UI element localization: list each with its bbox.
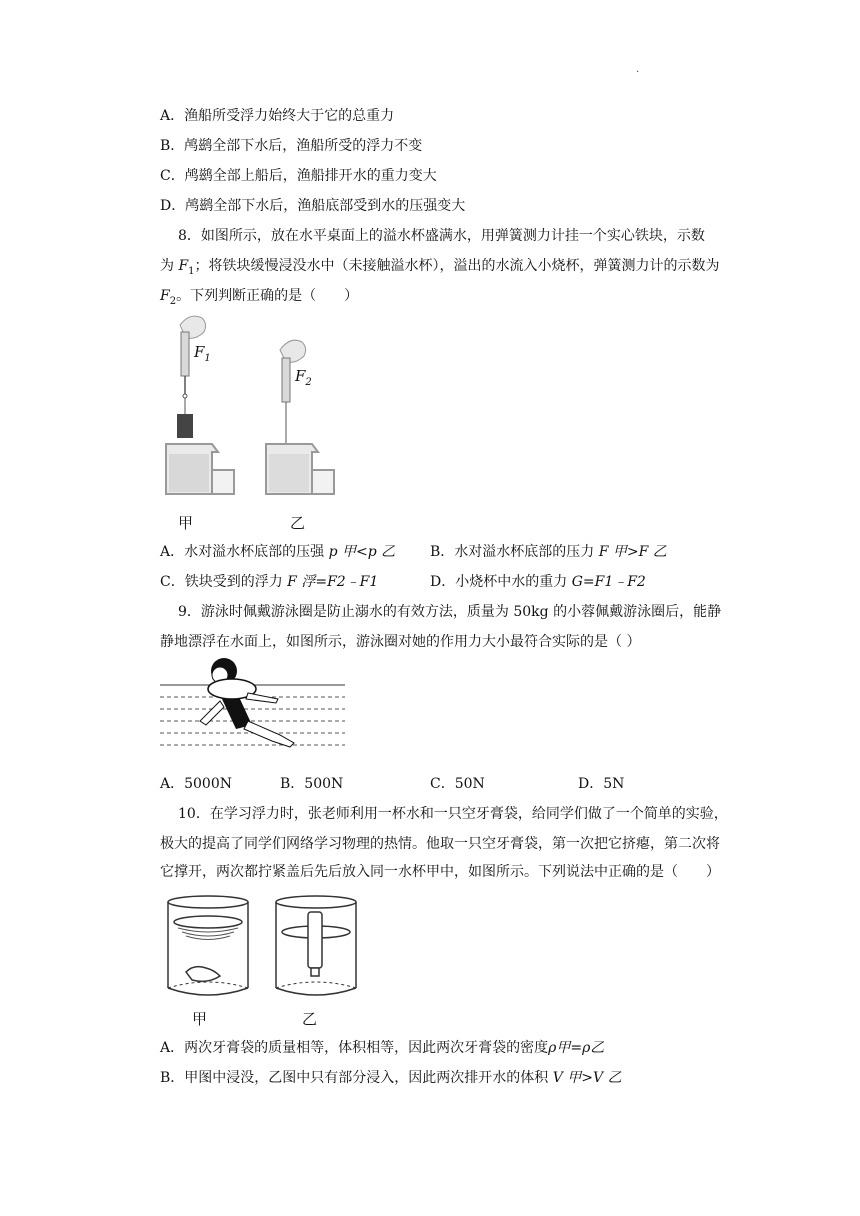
q9-option-a: A．5000N — [160, 776, 232, 792]
q8-stem-line2: 为 $F_1$；将铁块缓慢浸没水中（未接触溢水杯），溢出的水流入小烧杯，弹簧测力计的示数为 — [160, 258, 720, 277]
q10-stem-line2: 极大的提高了同学们网络学习物理的热情。他取一只空牙膏袋，第一次把它挤瘪，第二次将 — [160, 836, 720, 852]
q7-option-a: A．渔船所受浮力始终大于它的总重力 — [160, 108, 395, 124]
q8-option-d: D．小烧杯中水的重力 G=F1﹣F2 — [430, 574, 646, 590]
q10-stem-line3: 它撑开，两次都拧紧盖后先后放入同一水杯甲中，如图所示。下列说法中正确的是（ ） — [160, 864, 720, 880]
q8-figure-label-f1: $F_1$ — [194, 343, 211, 364]
q7-option-c: C．鸬鹚全部上船后，渔船排开水的重力变大 — [160, 168, 437, 184]
q7-option-d: D．鸬鹚全部下水后，渔船底部受到水的压强变大 — [160, 198, 466, 214]
q8-option-a: A．水对溢水杯底部的压强 p 甲<p 乙 — [160, 544, 396, 560]
q10-caption-right: 乙 — [302, 1010, 318, 1028]
q10-figure — [160, 888, 370, 1008]
q9-stem-line2: 静地漂浮在水面上，如图所示，游泳圈对她的作用力大小最符合实际的是（ ） — [160, 634, 641, 650]
q10-caption-left: 甲 — [192, 1010, 208, 1028]
q7-option-b: B．鸬鹚全部下水后，渔船所受的浮力不变 — [160, 138, 423, 154]
q8-stem-line3: $F_2$。下列判断正确的是（ ） — [160, 288, 359, 307]
q8-figure — [160, 310, 360, 530]
q9-option-c: C．50N — [430, 776, 485, 792]
q8-option-b: B．水对溢水杯底部的压力 F 甲>F 乙 — [430, 544, 667, 560]
q8-caption-right: 乙 — [290, 514, 306, 532]
q9-stem-line1: 9．游泳时佩戴游泳圈是防止溺水的有效方法，质量为 50kg 的小蓉佩戴游泳圈后，能静 — [178, 604, 722, 620]
q8-caption-left: 甲 — [178, 514, 194, 532]
q9-option-b: B．500N — [280, 776, 344, 792]
q10-stem-line1: 10．在学习浮力时，张老师利用一杯水和一只空牙膏袋，给同学们做了一个简单的实验， — [178, 806, 728, 822]
q10-option-a: A．两次牙膏袋的质量相等，体积相等，因此两次牙膏袋的密度ρ甲=ρ乙 — [160, 1040, 605, 1056]
q9-figure — [160, 655, 350, 755]
q8-figure-label-f2: $F_2$ — [295, 367, 312, 388]
q8-option-c: C．铁块受到的浮力 F 浮=F2﹣F1 — [160, 574, 379, 590]
header-dot: . — [636, 64, 640, 75]
q9-option-d: D．5N — [578, 776, 625, 792]
q10-option-b: B．甲图中浸没，乙图中只有部分浸入，因此两次排开水的体积 V 甲>V 乙 — [160, 1070, 622, 1086]
q8-stem-line1: 8．如图所示，放在水平桌面上的溢水杯盛满水，用弹簧测力计挂一个实心铁块，示数 — [178, 228, 705, 244]
